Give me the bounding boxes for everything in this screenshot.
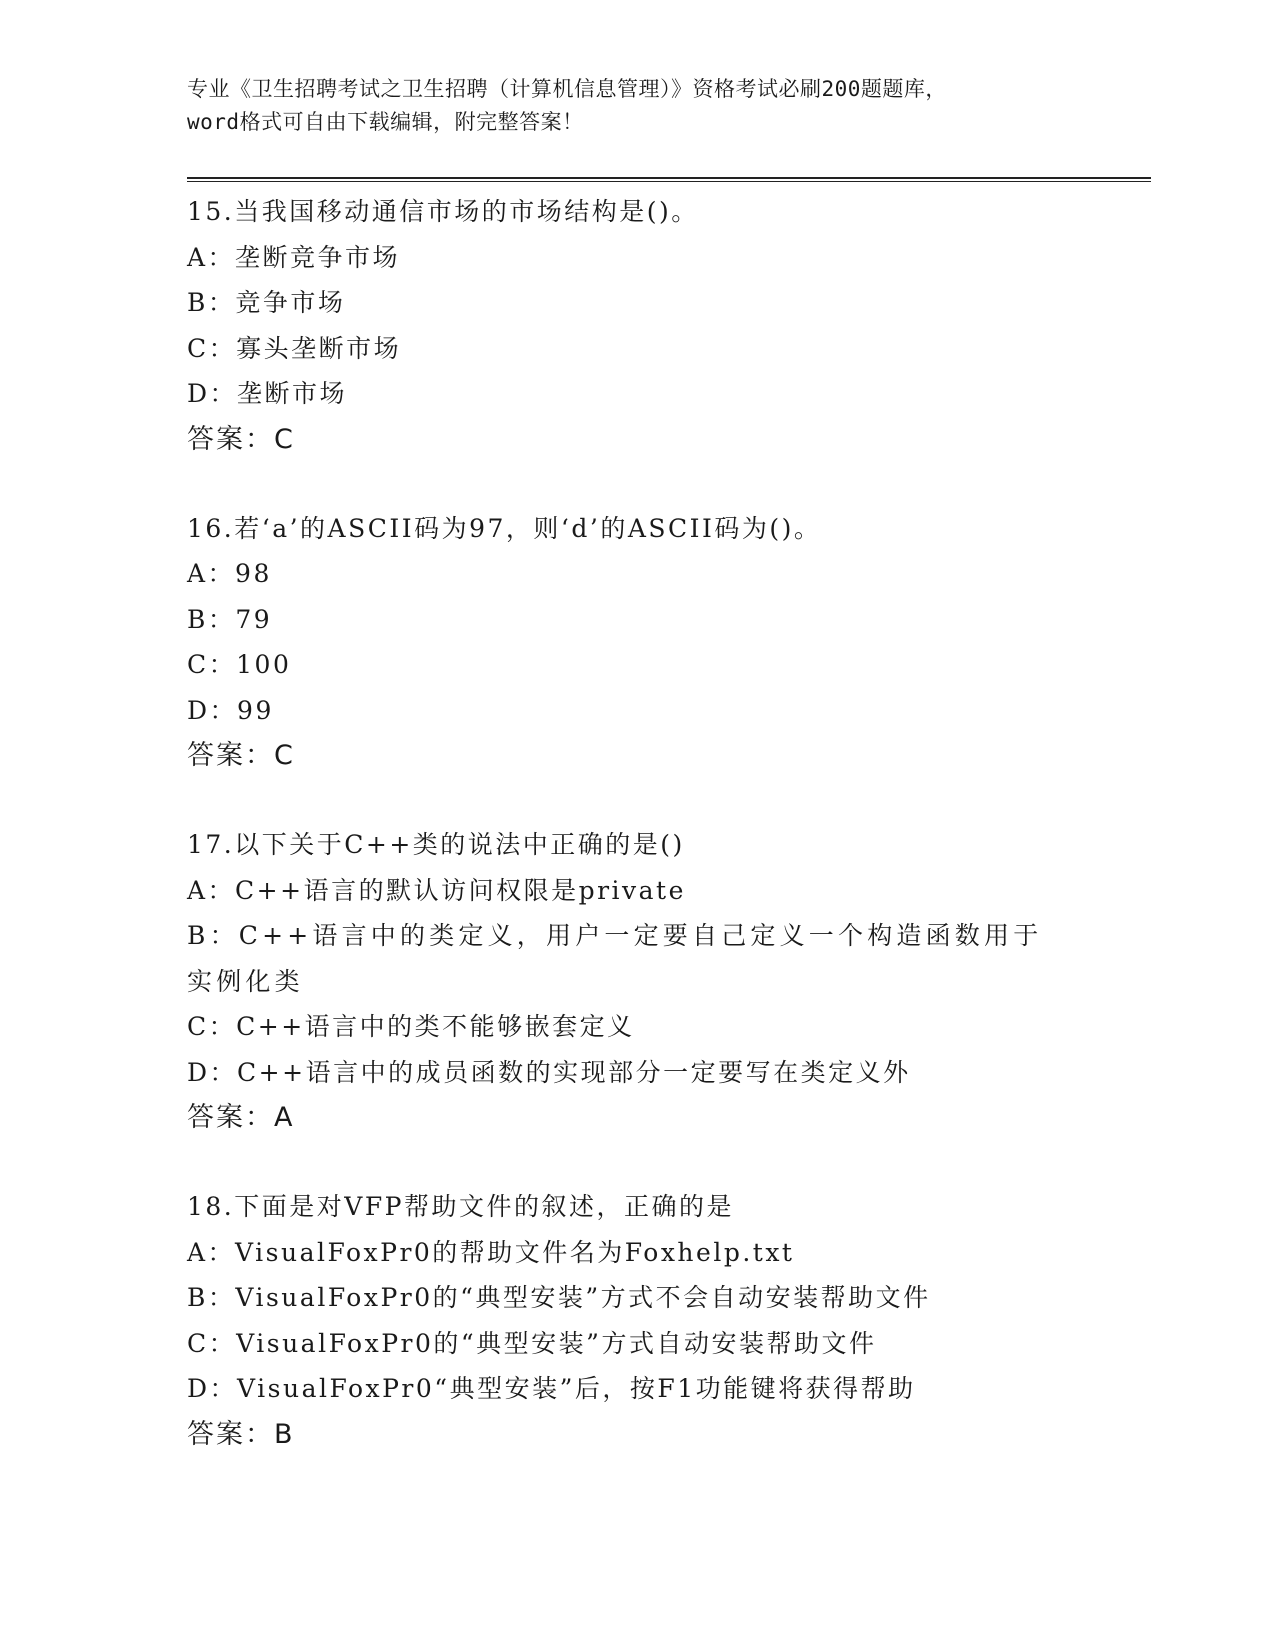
option-d: D：C++语言中的成员函数的实现部分一定要写在类定义外 [187,1057,911,1087]
option-b: B：C++语言中的类定义，用户一定要自己定义一个构造函数用于实例化类 [187,921,1043,996]
header-line-2: word格式可自由下载编辑，附完整答案！ [187,110,584,134]
option-c: C：C++语言中的类不能够嵌套定义 [187,1012,635,1041]
document-header [187,73,1087,139]
option-a: A：98 [187,559,272,588]
option-a: A：VisualFoxPr0的帮助文件名为Foxhelp.txt [187,1237,795,1267]
option-c: C：100 [187,650,292,679]
question-list [187,189,1087,1501]
option-d: D：垄断市场 [187,379,348,408]
option-c: C：寡头垄断市场 [187,333,402,363]
question-16 [187,506,1087,779]
header-line-1: 专业《卫生招聘考试之卫生招聘（计算机信息管理）》资格考试必刷200题题库， [187,77,947,101]
question-stem: 18.下面是对VFP帮助文件的叙述，正确的是 [187,1192,734,1221]
header-divider [187,177,1151,182]
option-d: D：VisualFoxPr0“典型安装”后，按F1功能键将获得帮助 [187,1374,916,1403]
question-15 [187,189,1087,462]
answer-label: 答案：C [187,423,295,455]
option-c: C：VisualFoxPr0的“典型安装”方式自动安装帮助文件 [187,1328,877,1358]
option-b: B：79 [187,604,273,634]
question-stem: 16.若‘a’的ASCII码为97，则‘d’的ASCII码为()。 [187,513,822,543]
option-b: B：竞争市场 [187,288,346,317]
option-a: A：C++语言的默认访问权限是private [187,875,686,905]
option-b: B：VisualFoxPr0的“典型安装”方式不会自动安装帮助文件 [187,1283,931,1312]
answer-label: 答案：B [187,1418,295,1450]
option-d: D：99 [187,695,274,725]
answer-label: 答案：A [187,1102,295,1133]
question-stem: 17.以下关于C++类的说法中正确的是() [187,830,685,859]
question-stem: 15.当我国移动通信市场的市场结构是()。 [187,197,699,226]
question-18 [187,1184,1087,1457]
question-17 [187,822,1087,1140]
option-a: A：垄断竞争市场 [187,242,401,272]
answer-label: 答案：C [187,740,295,771]
